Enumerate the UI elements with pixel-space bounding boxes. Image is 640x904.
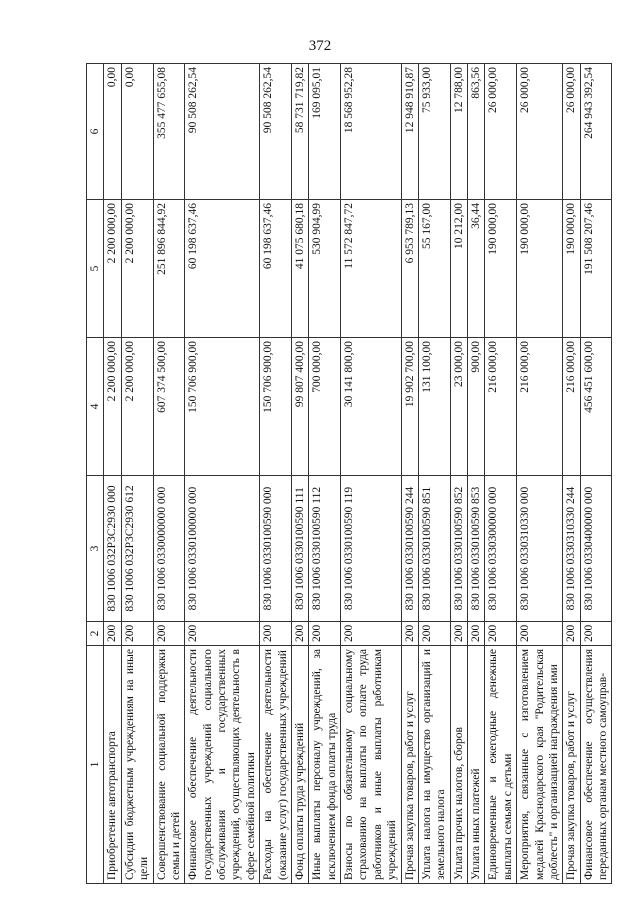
row-plan-cell: 19 902 700,00 [401,338,418,476]
row-code-cell: 200 [401,622,418,646]
table-row [260,64,292,884]
table-row [309,64,341,884]
row-name-cell: Фонд оплаты труда учреждений [291,646,308,884]
row-remainder-cell: 90 508 262,54 [185,64,260,200]
page-number: 372 [308,38,332,54]
row-executed-cell: 251 896 844,92 [153,200,185,338]
row-code-cell: 200 [517,622,563,646]
row-executed-cell: 55 167,00 [418,200,450,338]
row-name-cell: Расходы на обеспечение деятельности (оказание услуг) государственных учреждений [260,646,292,884]
row-remainder-cell: 355 477 655,08 [153,64,185,200]
row-remainder-cell: 12 948 910,87 [401,64,418,200]
row-code-cell: 200 [450,622,467,646]
row-code-cell: 200 [563,622,580,646]
row-code-cell: 200 [341,622,402,646]
row-code-cell: 200 [580,622,612,646]
row-remainder-cell: 26 000,00 [485,64,517,200]
row-plan-cell: 216 000,00 [517,338,563,476]
row-plan-cell: 2 200 000,00 [121,338,153,476]
row-executed-cell: 60 198 637,46 [260,200,292,338]
header-cell: 1 [87,646,104,884]
row-name-cell: Иные выплаты персоналу учреждений, за исключением фонда оплаты труда [309,646,341,884]
row-code-cell: 200 [185,622,260,646]
row-kbk-cell: 830 1006 032P3C2930 612 [121,476,153,622]
row-kbk-cell: 830 1006 0330100000 000 [185,476,260,622]
row-name-cell: Субсидии бюджетным учреждениям на иные цели [121,646,153,884]
row-code-cell: 200 [104,622,121,646]
table-row [468,64,485,884]
row-executed-cell: 190 000,00 [485,200,517,338]
row-kbk-cell: 830 1006 0330100590 852 [450,476,467,622]
row-name-cell: Совершенствование социальной поддержки семьи и детей [153,646,185,884]
row-name-cell: Прочая закупка товаров, работ и услуг [401,646,418,884]
table-row [580,64,612,884]
row-executed-cell: 190 000,00 [563,200,580,338]
row-kbk-cell: 830 1006 0330100590 112 [309,476,341,622]
row-executed-cell: 6 953 789,13 [401,200,418,338]
row-executed-cell: 190 000,00 [517,200,563,338]
row-plan-cell: 99 807 400,00 [291,338,308,476]
row-name-cell: Приобретение автотранспорта [104,646,121,884]
row-executed-cell: 2 200 000,00 [121,200,153,338]
row-name-cell: Уплата иных платежей [468,646,485,884]
table-row [291,64,308,884]
row-kbk-cell: 830 1006 0330000000 000 [153,476,185,622]
row-name-cell: Уплата налога на имущество организаций и земельного налога [418,646,450,884]
row-remainder-cell: 58 731 719,82 [291,64,308,200]
header-row [87,64,104,884]
row-remainder-cell: 264 943 392,54 [580,64,612,200]
row-remainder-cell: 0,00 [104,64,121,200]
row-plan-cell: 150 706 900,00 [260,338,292,476]
row-executed-cell: 191 508 207,46 [580,200,612,338]
row-kbk-cell: 830 1006 032P3C2930 000 [104,476,121,622]
row-code-cell: 200 [468,622,485,646]
row-plan-cell: 2 200 000,00 [104,338,121,476]
header-cell: 3 [87,476,104,622]
row-plan-cell: 456 451 600,00 [580,338,612,476]
table-row [418,64,450,884]
row-kbk-cell: 830 1006 0330100590 000 [260,476,292,622]
row-name-cell: Финансовое обеспечение осуществления переданных органам местного самоуправ- [580,646,612,884]
row-kbk-cell: 830 1006 0330400000 000 [580,476,612,622]
header-cell: 6 [87,64,104,200]
row-kbk-cell: 830 1006 0330100590 851 [418,476,450,622]
row-executed-cell: 36,44 [468,200,485,338]
row-plan-cell: 216 000,00 [485,338,517,476]
row-kbk-cell: 830 1006 0330100590 119 [341,476,402,622]
row-code-cell: 200 [260,622,292,646]
table-row [401,64,418,884]
row-remainder-cell: 0,00 [121,64,153,200]
table-row [517,64,563,884]
row-plan-cell: 700 000,00 [309,338,341,476]
header-cell: 2 [87,622,104,646]
row-plan-cell: 150 706 900,00 [185,338,260,476]
row-kbk-cell: 830 1006 0330100590 111 [291,476,308,622]
row-code-cell: 200 [153,622,185,646]
row-name-cell: Прочая закупка товаров, работ и услуг [563,646,580,884]
row-remainder-cell: 26 000,00 [563,64,580,200]
row-code-cell: 200 [485,622,517,646]
row-executed-cell: 60 198 637,46 [185,200,260,338]
row-name-cell: Мероприятия, связанные с изготовлением медалей Краснодарского края "Родительская доблесть" и организацией награждения ими [517,646,563,884]
row-remainder-cell: 26 000,00 [517,64,563,200]
row-kbk-cell: 830 1006 0330100590 244 [401,476,418,622]
row-remainder-cell: 90 508 262,54 [260,64,292,200]
row-remainder-cell: 75 933,00 [418,64,450,200]
row-kbk-cell: 830 1006 0330300000 000 [485,476,517,622]
row-executed-cell: 10 212,00 [450,200,467,338]
row-code-cell: 200 [309,622,341,646]
row-plan-cell: 216 000,00 [563,338,580,476]
table-row [153,64,185,884]
row-plan-cell: 30 141 800,00 [341,338,402,476]
header-cell: 5 [87,200,104,338]
budget-table [86,63,612,884]
row-name-cell: Уплата прочих налогов, сборов [450,646,467,884]
row-executed-cell: 2 200 000,00 [104,200,121,338]
table-row [485,64,517,884]
table-row [563,64,580,884]
row-code-cell: 200 [291,622,308,646]
row-plan-cell: 23 000,00 [450,338,467,476]
row-kbk-cell: 830 1006 0330310330 244 [563,476,580,622]
header-cell: 4 [87,338,104,476]
rotated-table-container [86,64,607,884]
table-row [341,64,402,884]
row-remainder-cell: 12 788,00 [450,64,467,200]
row-executed-cell: 41 075 680,18 [291,200,308,338]
row-remainder-cell: 863,56 [468,64,485,200]
table-row [121,64,153,884]
row-executed-cell: 530 904,99 [309,200,341,338]
row-plan-cell: 131 100,00 [418,338,450,476]
table-row [450,64,467,884]
row-name-cell: Взносы по обязательному социальному страхованию на выплаты по оплате труда работников и иные выплаты работникам учреждений [341,646,402,884]
row-plan-cell: 607 374 500,00 [153,338,185,476]
row-code-cell: 200 [418,622,450,646]
row-plan-cell: 900,00 [468,338,485,476]
row-remainder-cell: 169 095,01 [309,64,341,200]
table-row [104,64,121,884]
row-name-cell: Единовременные и ежегодные денежные выплаты семьям с детьми [485,646,517,884]
row-executed-cell: 11 572 847,72 [341,200,402,338]
row-kbk-cell: 830 1006 0330100590 853 [468,476,485,622]
table-row [185,64,260,884]
row-code-cell: 200 [121,622,153,646]
row-remainder-cell: 18 568 952,28 [341,64,402,200]
row-name-cell: Финансовое обеспечение деятельности государственных учреждений социального обслуживания и государственных учреждений, осуществляющих деятельность в сфере семейной политики [185,646,260,884]
row-kbk-cell: 830 1006 0330310330 000 [517,476,563,622]
